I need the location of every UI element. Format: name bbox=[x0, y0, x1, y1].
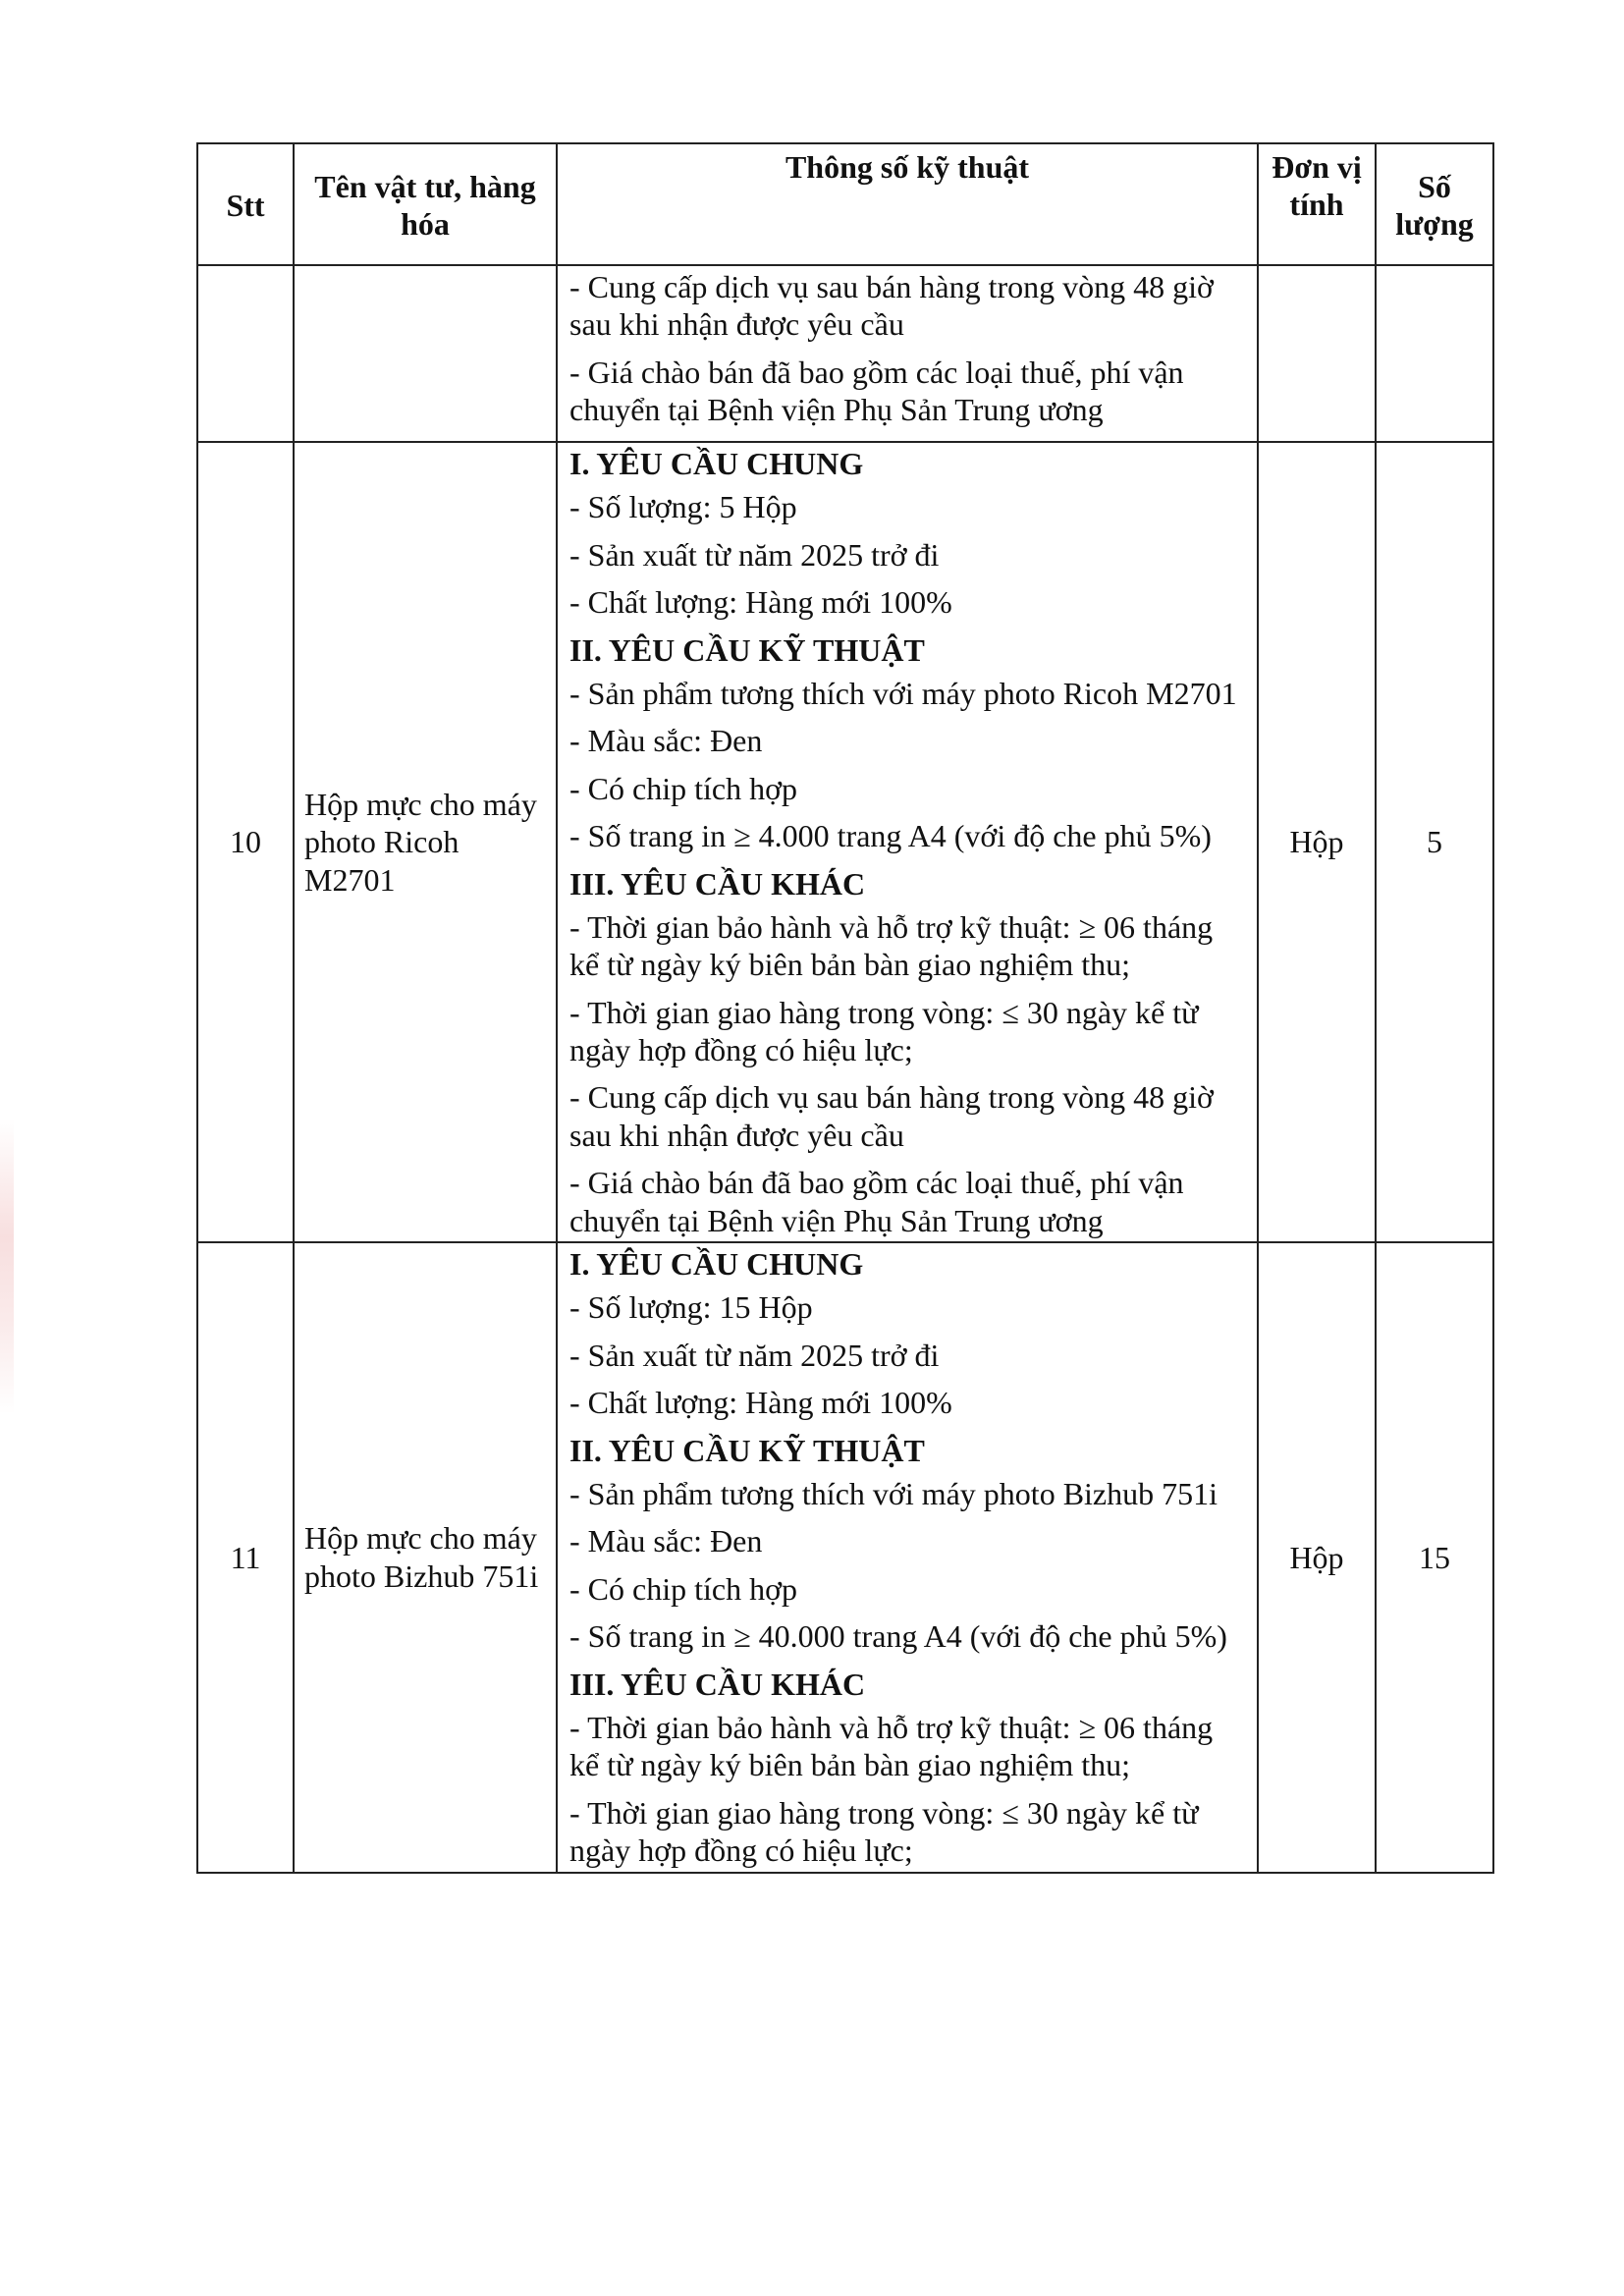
section-heading: II. YÊU CẦU KỸ THUẬT bbox=[569, 1432, 925, 1468]
spec-cell bbox=[557, 1242, 1258, 1872]
table-row-continuation bbox=[197, 265, 1493, 442]
spec-cell bbox=[557, 442, 1258, 1242]
spec-line: - Có chip tích hợp bbox=[569, 770, 797, 806]
spec-line: - Có chip tích hợp bbox=[569, 1570, 797, 1607]
stt-cell: 10 bbox=[197, 442, 294, 1242]
header-name: Tên vật tư, hàng hóa bbox=[294, 143, 557, 265]
unit-cell bbox=[1258, 265, 1376, 442]
spec-cell bbox=[557, 265, 1258, 442]
section-heading: III. YÊU CẦU KHÁC bbox=[569, 865, 866, 902]
spec-line: - Số lượng: 15 Hộp bbox=[569, 1289, 813, 1326]
spec-line: - Thời gian giao hàng trong vòng: ≤ 30 ngày kể từ ngày hợp đồng có hiệu lực; bbox=[569, 1794, 1199, 1869]
spec-line: - Sản phẩm tương thích với máy photo Bizhub 751i bbox=[569, 1475, 1218, 1511]
table-row bbox=[197, 1242, 1493, 1872]
spec-line: - Giá chào bán đã bao gồm các loại thuế, phí vận chuyển tại Bệnh viện Phụ Sản Trung ương bbox=[569, 354, 1184, 428]
spec-table bbox=[196, 142, 1494, 1874]
stt-cell bbox=[197, 265, 294, 442]
qty-cell: 5 bbox=[1376, 442, 1493, 1242]
spec-line: - Số trang in ≥ 40.000 trang A4 (với độ che phủ 5%) bbox=[569, 1618, 1227, 1655]
qty-cell: 15 bbox=[1376, 1242, 1493, 1872]
spec-line: - Số trang in ≥ 4.000 trang A4 (với độ che phủ 5%) bbox=[569, 818, 1212, 854]
table-row bbox=[197, 442, 1493, 1242]
spec-line: - Thời gian bảo hành và hỗ trợ kỹ thuật: ≥ 06 tháng kể từ ngày ký biên bản bàn giao nghiệm thu; bbox=[569, 1709, 1214, 1783]
unit-cell: Hộp bbox=[1258, 442, 1376, 1242]
spec-line: - Màu sắc: Đen bbox=[569, 723, 763, 759]
spec-line: - Màu sắc: Đen bbox=[569, 1523, 763, 1559]
spec-line: - Sản xuất từ năm 2025 trở đi bbox=[569, 1337, 940, 1373]
spec-line: - Giá chào bán đã bao gồm các loại thuế, phí vận chuyển tại Bệnh viện Phụ Sản Trung ương bbox=[569, 1165, 1184, 1238]
stamp-bleed-mark bbox=[0, 1120, 14, 1414]
section-heading: III. YÊU CẦU KHÁC bbox=[569, 1666, 866, 1702]
section-heading: II. YÊU CẦU KỸ THUẬT bbox=[569, 631, 925, 668]
spec-line: - Số lượng: 5 Hộp bbox=[569, 489, 797, 525]
section-heading: I. YÊU CẦU CHUNG bbox=[569, 446, 864, 481]
spec-line: - Thời gian bảo hành và hỗ trợ kỹ thuật: ≥ 06 tháng kể từ ngày ký biên bản bàn giao nghiệm thu; bbox=[569, 908, 1214, 983]
spec-line: - Sản phẩm tương thích với máy photo Ricoh M2701 bbox=[569, 675, 1237, 711]
spec-line: - Chất lượng: Hàng mới 100% bbox=[569, 1385, 952, 1421]
section-heading: I. YÊU CẦU CHUNG bbox=[569, 1246, 864, 1283]
item-name-cell: Hộp mực cho máy photo Bizhub 751i bbox=[294, 1242, 557, 1872]
spec-line: - Chất lượng: Hàng mới 100% bbox=[569, 584, 952, 621]
header-stt: Stt bbox=[197, 143, 294, 265]
spec-line: - Thời gian giao hàng trong vòng: ≤ 30 ngày kể từ ngày hợp đồng có hiệu lực; bbox=[569, 994, 1199, 1068]
item-name-cell: Hộp mực cho máy photo Ricoh M2701 bbox=[294, 442, 557, 1242]
table-header-row bbox=[197, 143, 1493, 265]
spec-line: - Cung cấp dịch vụ sau bán hàng trong vòng 48 giờ sau khi nhận được yêu cầu bbox=[569, 1079, 1214, 1153]
header-spec: Thông số kỹ thuật bbox=[557, 143, 1258, 265]
spec-line: - Cung cấp dịch vụ sau bán hàng trong vòng 48 giờ sau khi nhận được yêu cầu bbox=[569, 269, 1214, 343]
spec-line: - Sản xuất từ năm 2025 trở đi bbox=[569, 536, 940, 573]
unit-cell: Hộp bbox=[1258, 1242, 1376, 1872]
name-cell bbox=[294, 265, 557, 442]
qty-cell bbox=[1376, 265, 1493, 442]
header-qty: Số lượng bbox=[1376, 143, 1493, 265]
header-unit: Đơn vị tính bbox=[1258, 143, 1376, 265]
stt-cell: 11 bbox=[197, 1242, 294, 1872]
